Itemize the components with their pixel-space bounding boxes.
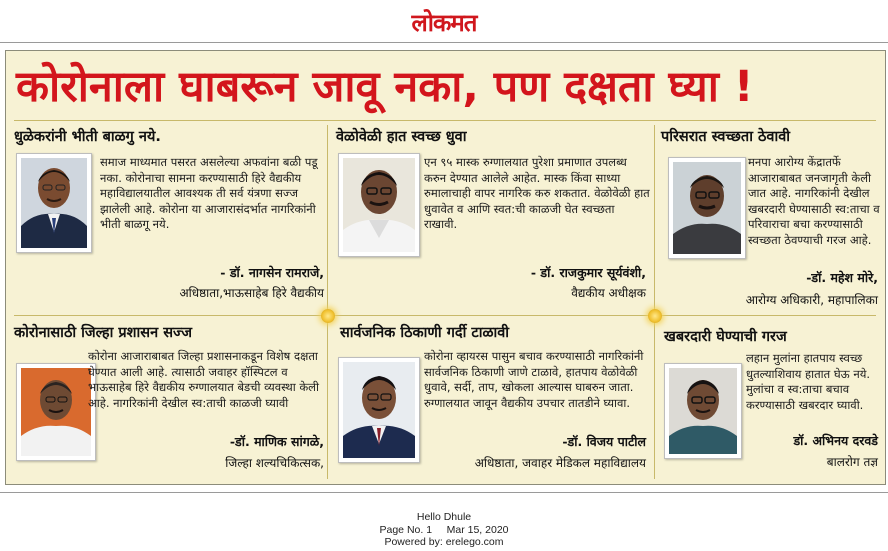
section-title: वेळोवेळी हात स्वच्छ धुवा [336,129,467,145]
top-rule [0,42,888,43]
column-divider-right [654,125,655,479]
author-name: -डॉ. विजय पाटील [562,434,646,449]
section-body: एन ९५ मास्क रुग्णालयात पुरेशा प्रमाणात उपलब्ध करुन देण्यात आलेले आहेत. मास्क किंवा साध्या रुमालाचाही वापर नागरिक करु शकतात. वेळोवेळी हात धुवावेत व आणि स्वत:ची काळजी घेत स्वच्छता राखावी. [424,155,650,232]
author-designation: वैद्यकीय अधीक्षक [571,286,646,300]
section-body: कोरोना आजाराबाबत जिल्हा प्रशासनाकडून विशेष दक्षता घेण्यात आली आहे. त्यासाठी जवाहर हॉस्पिटल व भाऊसाहेब हिरे वैद्यकीय रुग्णालयात बेडची व्यवस्था केली आहे. नागरिकांनी देखील स्व:ताची काळजी घ्यावी [88,349,319,410]
page-footer [0,511,888,549]
doctor-photo [668,157,746,259]
doctor-photo [16,153,92,253]
section-body: कोरोना व्हायरस पासुन बचाव करण्यासाठी नागरिकांनी सार्वजनिक ठिकाणी जाणे टाळावे, हातपाय वेळोवेळी धुवावे, सर्दी, ताप, खोकला आल्यास घाबरुन जाता. रुग्णालयात जावून वैद्यकीय उपचार तातडीने घ्यावा. [424,349,644,410]
doctor-photo [16,363,96,461]
lokmat-logo: लोकमत [411,9,477,37]
section-title: सार्वजनिक ठिकाणी गर्दी टाळावी [340,325,510,341]
section-title: परिसरात स्वच्छता ठेवावी [661,129,791,145]
section-title: खबरदारी घेण्याची गरज [664,329,787,345]
section-title: धुळेकरांनी भीती बाळगु नये. [14,129,161,145]
section-title: कोरोनासाठी जिल्हा प्रशासन सज्ज [14,325,193,341]
news-clipping [5,50,886,485]
author-name: -डॉ. महेश मोरे, [806,270,878,285]
footer-powered-by: Powered by: erelego.com [384,536,504,548]
row-divider [14,315,876,316]
author-name: डॉ. अभिनय दरवडे [793,433,878,448]
section-body: लहान मुलांना हातपाय स्वच्छ धुतल्याशिवाय हातात घेऊ नये. मुलांचा व स्व:ताचा बचाव करण्यासाठी खबरदार घ्यावी. [746,351,871,412]
footer-publication: Hello Dhule [416,511,472,523]
bottom-rule [0,492,888,493]
author-designation: अधिष्ठाता,भाऊसाहेब हिरे वैद्यकीय [179,286,324,300]
section-body: समाज माध्यमात पसरत असलेल्या अफवांना बळी पडू नका. कोरोनाचा सामना करण्यासाठी हिरे वैद्यकीय महाविद्यालयातील आवश्यक ती सर्व यंत्रणा सज्ज झालेली आहे. कोरोना या आजारासंदर्भात नागरिकांनी भीती बाळगू नये. [100,155,318,232]
author-designation: बालरोग तज्ञ [826,455,878,469]
divider-star-icon [648,309,662,323]
author-name: - डॉ. नागसेन रामराजे, [220,265,324,280]
author-name: - डॉ. राजकुमार सूर्यवंशी, [530,265,646,280]
headline-divider [14,120,876,121]
author-name: -डॉ. माणिक सांगळे, [229,434,324,449]
footer-page-date: Page No. 1 Mar 15, 2020 [379,523,509,536]
author-designation: आरोग्य अधिकारी, महापालिका [745,293,878,307]
masthead [0,0,888,42]
doctor-photo [338,153,420,257]
column-divider-left [327,125,328,479]
divider-star-icon [321,309,335,323]
section-body: मनपा आरोग्य केंद्रातर्फे आजाराबाबत जनजागृती केली जात आहे. नागरिकांनी देखील खबरदारी घेण्यासाठी स्व:ताचा व परिवाराचा बचा करण्यासाठी स्वच्छता ठेवण्याची गरज आहे. [748,155,880,247]
author-designation: अधिष्ठाता, जवाहर मेडिकल महाविद्यालय [474,456,646,470]
author-designation: जिल्हा शल्यचिकित्सक, [225,456,324,470]
headline: कोरोनाला घाबरून जावू नका, पण दक्षता घ्या ! [16,62,754,112]
doctor-photo [338,357,420,463]
